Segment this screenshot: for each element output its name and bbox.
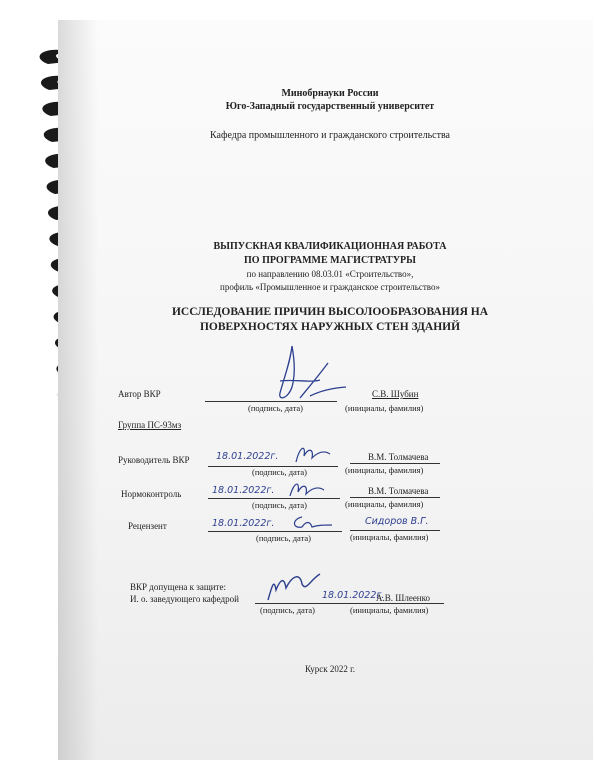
reviewer-label: Рецензент [128, 521, 167, 531]
thesis-title-line1: ИССЛЕДОВАНИЕ ПРИЧИН ВЫСОЛООБРАЗОВАНИЯ НА [171, 306, 489, 318]
normcontrol-label: Нормоконтроль [121, 489, 182, 499]
work-type-line1: ВЫПУСКНАЯ КВАЛИФИКАЦИОННАЯ РАБОТА [213, 241, 447, 252]
head-of-department-label: И. о. заведующего кафедрой [130, 594, 239, 604]
normcontrol-signature-mark [286, 478, 326, 500]
reviewer-sign-caption: (подпись, дата) [256, 533, 312, 543]
reviewer-name: Сидоров В.Г. [365, 516, 429, 527]
normcontrol-name-line [350, 497, 440, 498]
author-name: С.В. Шубин [372, 389, 419, 399]
supervisor-name-caption: (инициалы, фамилия) [345, 465, 424, 475]
author-signature-mark [270, 343, 350, 405]
supervisor-signature-mark [292, 442, 332, 466]
thesis-title-line2: ПОВЕРХНОСТЯХ НАРУЖНЫХ СТЕН ЗДАНИЙ [199, 321, 461, 333]
reviewer-signature-mark [290, 513, 334, 533]
page-shadow [58, 20, 98, 760]
head-name: А.В. Шлеенко [376, 593, 431, 603]
ministry-name: Минобрнауки России [281, 88, 379, 99]
normcontrol-date: 18.01.2022г. [212, 485, 275, 496]
author-sign-caption: (подпись, дата) [248, 403, 304, 413]
reviewer-name-caption: (инициалы, фамилия) [350, 532, 429, 542]
university-name: Юго-Западный государственный университет [225, 101, 435, 112]
admission-signature-mark [262, 570, 322, 606]
author-name-caption: (инициалы, фамилия) [345, 403, 424, 413]
department-name: Кафедра промышленного и гражданского строительства [210, 130, 450, 141]
normcontrol-name: В.М. Толмачева [368, 486, 429, 496]
supervisor-date: 18.01.2022г. [216, 451, 279, 462]
city-year: Курск 2022 г. [304, 664, 356, 674]
head-name-line [358, 603, 444, 604]
supervisor-name: В.М. Толмачева [368, 452, 429, 462]
supervisor-label: Руководитель ВКР [118, 455, 190, 465]
admission-sign-caption: (подпись, дата) [260, 605, 316, 615]
author-label: Автор ВКР [118, 389, 161, 399]
direction-line: по направлению 08.03.01 «Строительство», [246, 269, 414, 279]
work-type-line2: ПО ПРОГРАММЕ МАГИСТРАТУРЫ [244, 255, 416, 266]
supervisor-sign-caption: (подпись, дата) [252, 467, 308, 477]
group-label: Группа ПС-93мз [118, 420, 182, 430]
reviewer-date: 18.01.2022г. [212, 518, 275, 529]
normcontrol-name-caption: (инициалы, фамилия) [345, 499, 424, 509]
reviewer-name-line [350, 530, 440, 531]
normcontrol-sign-caption: (подпись, дата) [252, 500, 308, 510]
profile-line: профиль «Промышленное и гражданское строительство» [220, 282, 440, 292]
supervisor-name-line [350, 463, 440, 464]
admission-name-caption: (инициалы, фамилия) [350, 605, 429, 615]
admission-label: ВКР допущена к защите: [130, 582, 226, 592]
admission-date: 18.01.2022г. [322, 590, 385, 601]
